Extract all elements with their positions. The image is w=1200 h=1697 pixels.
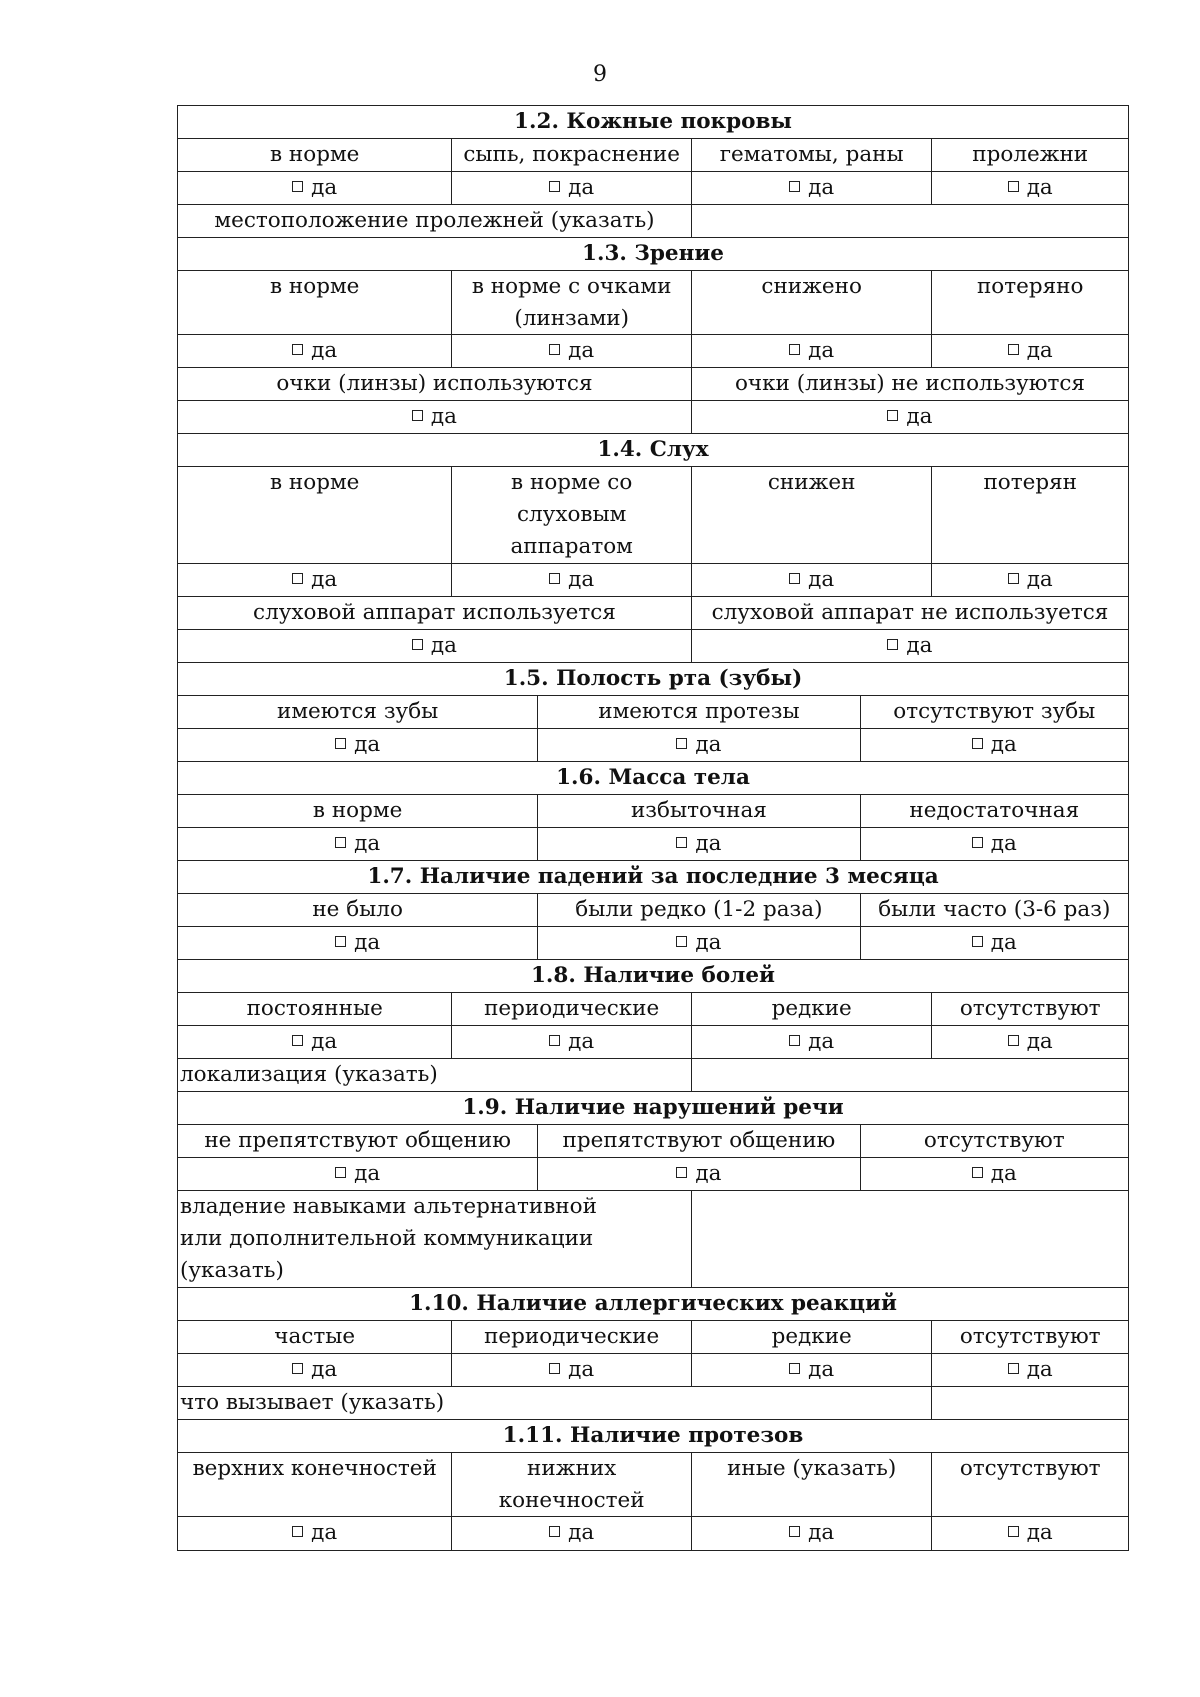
- options-row-weight: [178, 795, 1128, 828]
- section-header-falls: [178, 861, 1128, 894]
- checkbox-label: да: [906, 404, 933, 429]
- checkbox-label: да: [695, 930, 722, 955]
- option-label: гематомы, раны: [692, 139, 933, 171]
- note-row-speech: [178, 1191, 1128, 1288]
- option-label: частые: [178, 1321, 452, 1353]
- checkbox-field[interactable]: [538, 927, 860, 959]
- checkbox-field[interactable]: [932, 172, 1128, 204]
- checkbox-label: да: [430, 404, 457, 429]
- option-label: редкие: [692, 993, 933, 1025]
- checkbox-field[interactable]: [452, 564, 692, 596]
- checkbox-icon[interactable]: [549, 344, 560, 355]
- option-label: потеряно: [976, 274, 1084, 299]
- checkbox-icon[interactable]: [676, 936, 687, 947]
- options-row-oral: [178, 696, 1128, 729]
- section-title-hearing: 1.4. Слух: [597, 437, 709, 462]
- checkbox-label: да: [808, 567, 835, 592]
- checkbox-label: да: [568, 1357, 595, 1382]
- checkbox-icon[interactable]: [335, 738, 346, 749]
- checkbox-label: да: [311, 338, 338, 363]
- checkbox-field[interactable]: [178, 1354, 452, 1386]
- checkbox-field[interactable]: [178, 1517, 452, 1550]
- checkbox-row-speech: [178, 1158, 1128, 1191]
- checkbox-field[interactable]: [178, 729, 538, 761]
- section-header-speech: [178, 1092, 1128, 1125]
- option-label: сыпь, покраснение: [452, 139, 692, 171]
- checkbox-row-weight: [178, 828, 1128, 861]
- checkbox-field[interactable]: [692, 172, 933, 204]
- checkbox-field[interactable]: [178, 927, 538, 959]
- checkbox-field[interactable]: [452, 172, 692, 204]
- checkbox-row-oral: [178, 729, 1128, 762]
- option-label: препятствуют общению: [538, 1125, 860, 1157]
- checkbox-field[interactable]: [692, 401, 1128, 433]
- checkbox-icon[interactable]: [789, 1363, 800, 1374]
- checkbox-field[interactable]: [178, 1158, 538, 1190]
- checkbox-label: да: [1026, 1520, 1053, 1545]
- checkbox-field[interactable]: [178, 564, 452, 596]
- option-label: не было: [178, 894, 538, 926]
- note-label: что вызывает (указать): [178, 1387, 932, 1419]
- checkbox-field[interactable]: [692, 1026, 933, 1058]
- checkbox-label: да: [1026, 1357, 1053, 1382]
- checkbox-label: да: [568, 175, 595, 200]
- option-label: недостаточная: [909, 798, 1080, 823]
- section-header-allergy: [178, 1288, 1128, 1321]
- checkbox-field[interactable]: [178, 630, 692, 662]
- checkbox-icon[interactable]: [676, 1167, 687, 1178]
- note-row-skin: [178, 205, 1128, 238]
- checkbox-icon[interactable]: [1008, 1526, 1019, 1537]
- option-label: в норме: [178, 795, 538, 827]
- section-title-speech: 1.9. Наличие нарушений речи: [462, 1095, 844, 1120]
- checkbox-icon[interactable]: [1008, 573, 1019, 584]
- note-label: местоположение пролежней (указать): [178, 205, 692, 237]
- section-title-falls: 1.7. Наличие падений за последние 3 месяца: [367, 864, 939, 889]
- checkbox-label: да: [568, 1520, 595, 1545]
- options-row-pain: [178, 993, 1128, 1026]
- checkbox-field[interactable]: [538, 729, 860, 761]
- checkbox-icon[interactable]: [676, 837, 687, 848]
- checkbox-icon[interactable]: [549, 1363, 560, 1374]
- checkbox-row-pain: [178, 1026, 1128, 1059]
- section-header-oral: [178, 663, 1128, 696]
- checkbox-label: да: [568, 338, 595, 363]
- checkbox-icon[interactable]: [972, 1167, 983, 1178]
- option-label: иные (указать): [692, 1453, 933, 1516]
- checkbox-icon[interactable]: [1008, 1363, 1019, 1374]
- checkbox-label: да: [311, 175, 338, 200]
- checkbox-field[interactable]: [452, 1026, 692, 1058]
- options-row-prostheses: [178, 1453, 1128, 1517]
- option-label: нижних конечностей: [452, 1453, 692, 1516]
- option-label: снижен: [692, 467, 933, 563]
- checkbox-icon[interactable]: [1008, 344, 1019, 355]
- checkbox-icon[interactable]: [789, 344, 800, 355]
- checkbox-icon[interactable]: [972, 837, 983, 848]
- options-row-vision: [178, 271, 1128, 335]
- options-row-allergy: [178, 1321, 1128, 1354]
- checkbox-field[interactable]: [178, 828, 538, 860]
- checkbox-label: да: [808, 1357, 835, 1382]
- section-title-allergy: 1.10. Наличие аллергических реакций: [409, 1291, 897, 1316]
- option-label: очки (линзы) не используются: [734, 371, 1085, 396]
- section-title-vision: 1.3. Зрение: [582, 241, 724, 266]
- checkbox-label: да: [568, 1029, 595, 1054]
- checkbox-icon[interactable]: [1008, 1035, 1019, 1046]
- checkbox-icon[interactable]: [292, 1035, 303, 1046]
- note-label: владение навыками альтернативной или дополнительной коммуникации (указать): [178, 1191, 692, 1287]
- section-header-weight: [178, 762, 1128, 795]
- checkbox-row-falls: [178, 927, 1128, 960]
- option-label: очки (линзы) используются: [178, 368, 692, 400]
- checkbox-field[interactable]: [932, 335, 1128, 367]
- checkbox-row-hearing: [178, 564, 1128, 597]
- checkbox-icon[interactable]: [292, 1526, 303, 1537]
- option-label: не препятствуют общению: [178, 1125, 538, 1157]
- checkbox-icon[interactable]: [789, 181, 800, 192]
- checkbox-icon[interactable]: [549, 1526, 560, 1537]
- option-label: отсутствуют: [959, 1456, 1101, 1481]
- checkbox-field[interactable]: [452, 335, 692, 367]
- section-title-pain: 1.8. Наличие болей: [530, 963, 776, 988]
- checkbox-field[interactable]: [178, 335, 452, 367]
- checkbox-field[interactable]: [178, 172, 452, 204]
- option-label: потерян: [983, 470, 1077, 495]
- option-label: слуховой аппарат используется: [178, 597, 692, 629]
- checkbox-label: да: [990, 930, 1017, 955]
- checkbox-icon[interactable]: [789, 573, 800, 584]
- checkbox-label: да: [990, 1161, 1017, 1186]
- assessment-form: [177, 105, 1129, 1551]
- section-header-vision: [178, 238, 1128, 271]
- option-label: отсутствуют: [923, 1128, 1065, 1153]
- note-row-allergy: [178, 1387, 1128, 1420]
- checkbox-field[interactable]: [178, 401, 692, 433]
- checkbox-row-skin: [178, 172, 1128, 205]
- checkbox-icon[interactable]: [335, 1167, 346, 1178]
- options-row-speech: [178, 1125, 1128, 1158]
- option-label: постоянные: [178, 993, 452, 1025]
- checkbox-label: да: [808, 175, 835, 200]
- checkbox-label: да: [695, 1161, 722, 1186]
- options-row-falls: [178, 894, 1128, 927]
- checkbox-field[interactable]: [861, 828, 1128, 860]
- checkbox-icon[interactable]: [412, 639, 423, 650]
- checkbox-field[interactable]: [178, 1026, 452, 1058]
- option-label: периодические: [452, 993, 692, 1025]
- checkbox-label: да: [695, 831, 722, 856]
- option-label: в норме со слуховым аппаратом: [452, 467, 692, 563]
- option-label: в норме: [178, 139, 452, 171]
- note-input-field[interactable]: [692, 1191, 1128, 1287]
- checkbox-field[interactable]: [452, 1354, 692, 1386]
- checkbox-field[interactable]: [932, 1026, 1128, 1058]
- section-header-prostheses: [178, 1420, 1128, 1453]
- checkbox-label: да: [354, 1161, 381, 1186]
- option-label: пролежни: [972, 142, 1089, 167]
- section-header-hearing: [178, 434, 1128, 467]
- checkbox-label: да: [430, 633, 457, 658]
- checkbox-label: да: [354, 732, 381, 757]
- checkbox-label: да: [1026, 1029, 1053, 1054]
- option-label: в норме: [178, 467, 452, 563]
- checkbox-label: да: [906, 633, 933, 658]
- option-label: отсутствуют: [959, 1324, 1101, 1349]
- sub-checkbox-row-hearing: [178, 630, 1128, 663]
- option-label: отсутствуют зубы: [893, 699, 1096, 724]
- checkbox-label: да: [808, 338, 835, 363]
- checkbox-label: да: [1026, 567, 1053, 592]
- checkbox-field[interactable]: [861, 1158, 1128, 1190]
- checkbox-icon[interactable]: [887, 410, 898, 421]
- checkbox-row-prostheses: [178, 1517, 1128, 1550]
- checkbox-label: да: [1026, 338, 1053, 363]
- checkbox-label: да: [354, 930, 381, 955]
- checkbox-field[interactable]: [861, 729, 1128, 761]
- section-title-weight: 1.6. Масса тела: [556, 765, 750, 790]
- checkbox-icon[interactable]: [1008, 181, 1019, 192]
- sub-checkbox-row-vision: [178, 401, 1128, 434]
- checkbox-icon[interactable]: [887, 639, 898, 650]
- checkbox-field[interactable]: [932, 1354, 1128, 1386]
- checkbox-icon[interactable]: [549, 573, 560, 584]
- checkbox-icon[interactable]: [549, 1035, 560, 1046]
- checkbox-field[interactable]: [538, 828, 860, 860]
- option-label: редкие: [692, 1321, 933, 1353]
- checkbox-icon[interactable]: [335, 936, 346, 947]
- checkbox-icon[interactable]: [292, 1363, 303, 1374]
- section-header-pain: [178, 960, 1128, 993]
- section-title-prostheses: 1.11. Наличие протезов: [502, 1423, 804, 1448]
- checkbox-row-vision: [178, 335, 1128, 368]
- option-label: были часто (3-6 раз): [878, 897, 1111, 922]
- option-label: слуховой аппарат не используется: [711, 600, 1109, 625]
- checkbox-label: да: [990, 831, 1017, 856]
- note-input-field[interactable]: [692, 205, 1128, 237]
- section-header-skin: [178, 106, 1128, 139]
- checkbox-field[interactable]: [692, 1517, 933, 1550]
- option-label: снижено: [692, 271, 933, 334]
- option-label: имеются зубы: [178, 696, 538, 728]
- checkbox-icon[interactable]: [972, 738, 983, 749]
- checkbox-label: да: [568, 567, 595, 592]
- checkbox-label: да: [990, 732, 1017, 757]
- note-input-field[interactable]: [932, 1387, 1128, 1419]
- note-row-pain: [178, 1059, 1128, 1092]
- option-label: отсутствуют: [959, 996, 1101, 1021]
- checkbox-icon[interactable]: [789, 1526, 800, 1537]
- checkbox-field[interactable]: [932, 564, 1128, 596]
- option-label: в норме: [178, 271, 452, 334]
- checkbox-icon[interactable]: [292, 181, 303, 192]
- checkbox-row-allergy: [178, 1354, 1128, 1387]
- checkbox-icon[interactable]: [676, 738, 687, 749]
- checkbox-field[interactable]: [692, 335, 933, 367]
- option-label: верхних конечностей: [178, 1453, 452, 1516]
- checkbox-icon[interactable]: [549, 181, 560, 192]
- checkbox-label: да: [808, 1520, 835, 1545]
- option-label: избыточная: [538, 795, 860, 827]
- section-title-oral: 1.5. Полость рта (зубы): [503, 666, 803, 691]
- checkbox-label: да: [311, 567, 338, 592]
- option-label: были редко (1-2 раза): [538, 894, 860, 926]
- checkbox-icon[interactable]: [972, 936, 983, 947]
- checkbox-field[interactable]: [861, 927, 1128, 959]
- checkbox-icon[interactable]: [292, 344, 303, 355]
- checkbox-icon[interactable]: [412, 410, 423, 421]
- checkbox-label: да: [695, 732, 722, 757]
- checkbox-field[interactable]: [692, 630, 1128, 662]
- checkbox-field[interactable]: [538, 1158, 860, 1190]
- options-row-hearing: [178, 467, 1128, 564]
- note-input-field[interactable]: [692, 1059, 1128, 1091]
- checkbox-icon[interactable]: [292, 573, 303, 584]
- checkbox-label: да: [1026, 175, 1053, 200]
- checkbox-label: да: [311, 1029, 338, 1054]
- note-label: локализация (указать): [178, 1059, 692, 1091]
- page-number: 9: [593, 62, 607, 87]
- checkbox-field[interactable]: [452, 1517, 692, 1550]
- checkbox-field[interactable]: [932, 1517, 1128, 1550]
- option-label: имеются протезы: [538, 696, 860, 728]
- options-row-skin: [178, 139, 1128, 172]
- checkbox-field[interactable]: [692, 564, 933, 596]
- option-label: периодические: [452, 1321, 692, 1353]
- checkbox-field[interactable]: [692, 1354, 933, 1386]
- checkbox-icon[interactable]: [335, 837, 346, 848]
- option-label: в норме с очками (линзами): [452, 271, 692, 334]
- checkbox-label: да: [311, 1357, 338, 1382]
- section-title-skin: 1.2. Кожные покровы: [514, 109, 792, 134]
- sub-options-row-vision: [178, 368, 1128, 401]
- checkbox-label: да: [354, 831, 381, 856]
- checkbox-icon[interactable]: [789, 1035, 800, 1046]
- checkbox-label: да: [808, 1029, 835, 1054]
- checkbox-label: да: [311, 1520, 338, 1545]
- sub-options-row-hearing: [178, 597, 1128, 630]
